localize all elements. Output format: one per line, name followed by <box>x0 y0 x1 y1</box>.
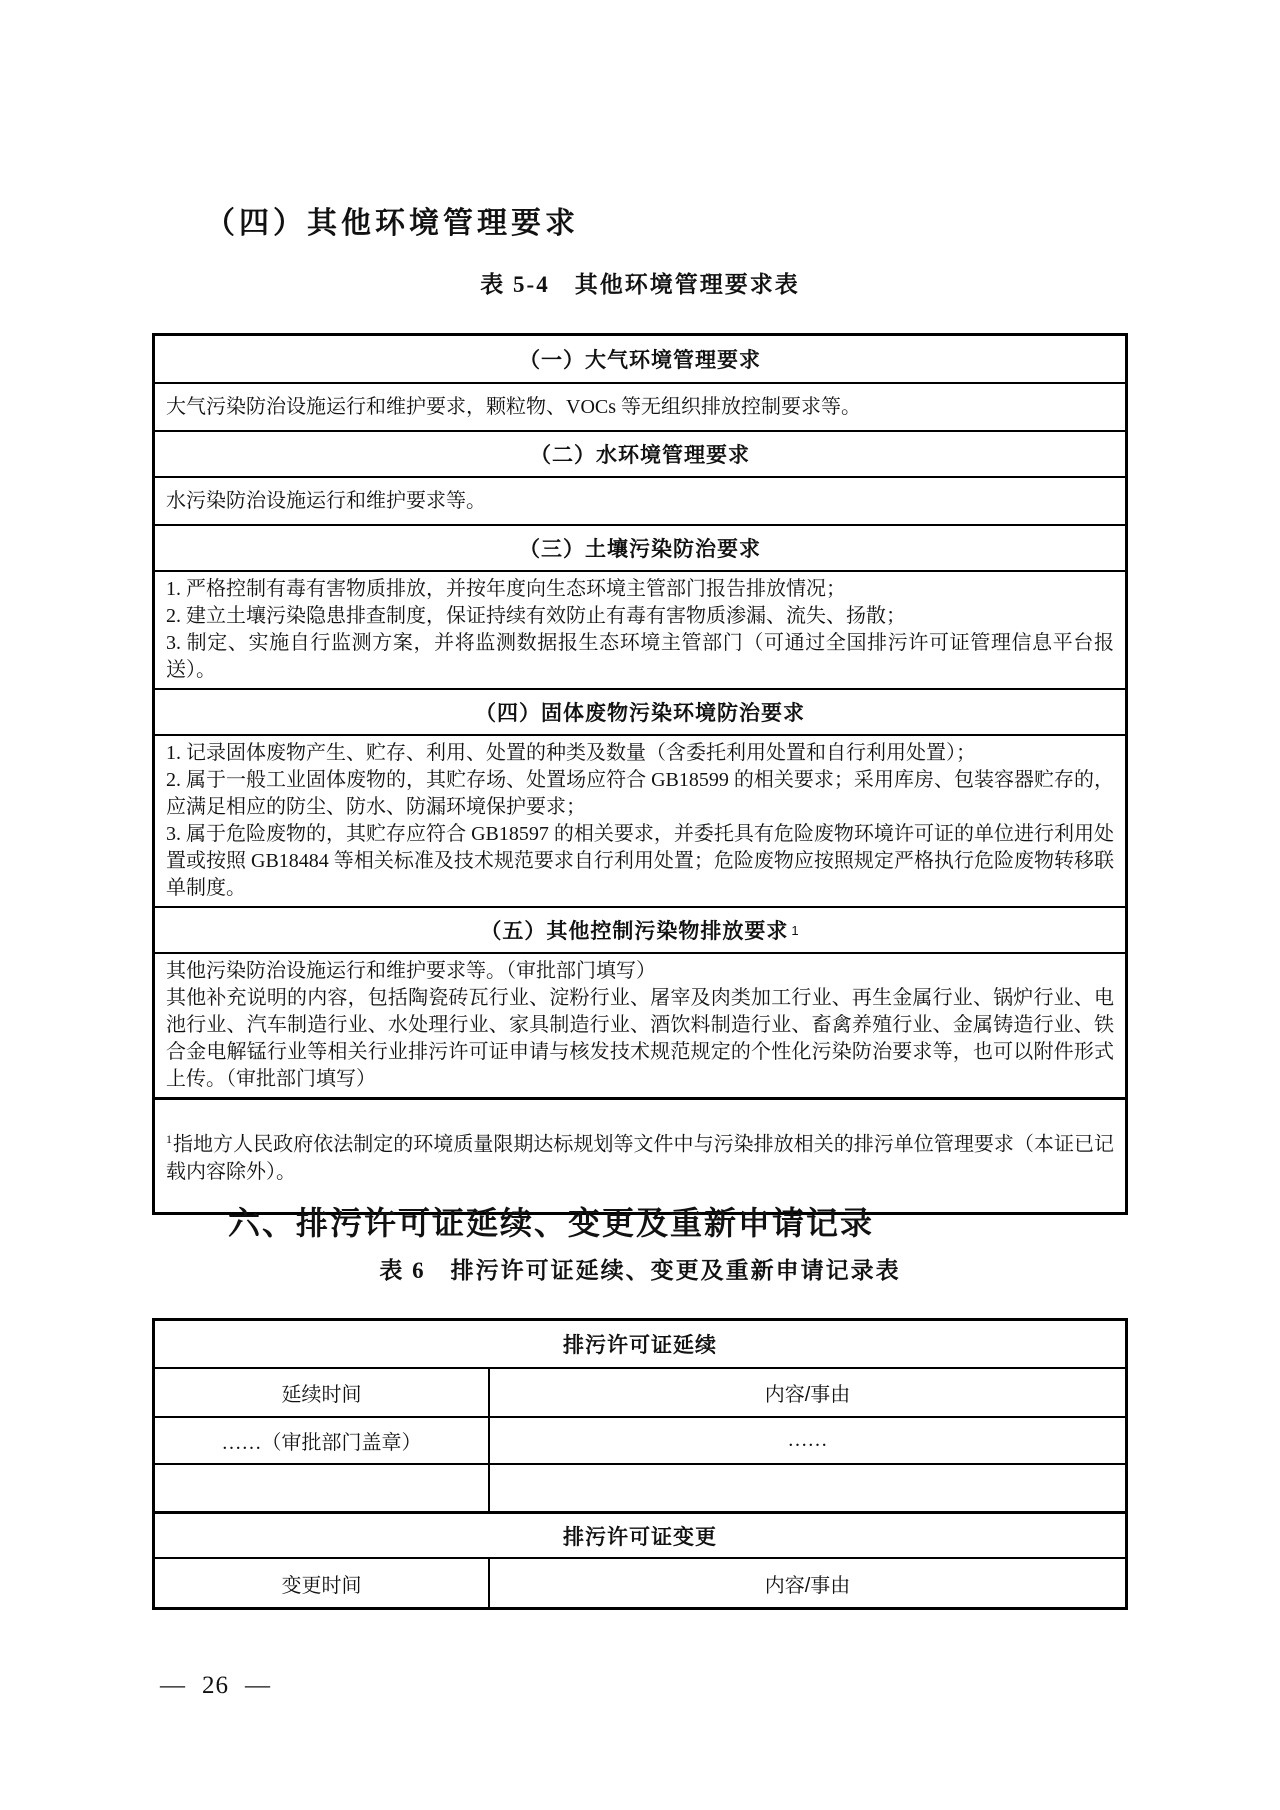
table-header-solid-waste-label: （四）固体废物污染环境防治要求 <box>475 702 805 725</box>
change-time-column-header: 变更时间 <box>155 1559 490 1607</box>
table-body-soil <box>155 570 1125 688</box>
renewal-record-time-cell: ……（审批部门盖章） <box>155 1418 490 1463</box>
renewal-time-column-header: 延续时间 <box>155 1369 490 1416</box>
section-heading: （四）其他环境管理要求 <box>205 207 579 240</box>
water-requirement-text: 水污染防治设施运行和维护要求等。 <box>166 489 486 512</box>
renewal-empty-content-cell <box>490 1465 1125 1511</box>
table-footnote-row <box>155 1097 1125 1212</box>
page-number-dash-left: — <box>160 1672 186 1699</box>
page-number-dash-right: — <box>245 1672 271 1699</box>
renewal-record-content-cell: …… <box>787 1429 828 1451</box>
change-section-header <box>155 1511 1125 1557</box>
renewal-content-column-header: 内容/事由 <box>764 1384 851 1406</box>
solid-waste-item-1: 1. 记录固体废物产生、贮存、利用、处置的种类及数量（含委托利用处置和自行利用处置）； <box>166 742 976 764</box>
solid-waste-item-2: 2. 属于一般工业固体废物的，其贮存场、处置场应符合 GB18599 的相关要求；采用库房、包装容器贮存的，应满足相应的防尘、防水、防漏环境保护要求； <box>166 769 1114 818</box>
table-header-other-pollutants <box>155 906 1125 952</box>
footnote-reference-superscript: 1 <box>791 922 800 938</box>
table-header-water <box>155 430 1125 476</box>
renewal-empty-time-cell <box>155 1465 490 1511</box>
chapter-heading: 六、排污许可证延续、变更及重新申请记录 <box>228 1205 875 1241</box>
table-body-air <box>155 382 1125 430</box>
renewal-change-record-table <box>152 1318 1128 1610</box>
renewal-record-row <box>155 1416 1125 1463</box>
page-number-value: 26 <box>202 1672 229 1699</box>
table-header-soil-label: （三）土壤污染防治要求 <box>519 538 761 561</box>
table-header-air-label: （一）大气环境管理要求 <box>519 349 761 372</box>
table-header-soil <box>155 524 1125 570</box>
change-content-column-header: 内容/事由 <box>764 1574 851 1597</box>
table-body-water <box>155 476 1125 524</box>
soil-item-3: 3. 制定、实施自行监测方案，并将监测数据报生态环境主管部门（可通过全国排污许可证管理信息平台报送）。 <box>166 632 1114 681</box>
table-header-solid-waste <box>155 688 1125 734</box>
footnote-text: 指地方人民政府依法制定的环境质量限期达标规划等文件中与污染排放相关的排污单位管理要求（本证已记载内容除外）。 <box>166 1133 1114 1183</box>
other-pollutants-para-2: 其他补充说明的内容，包括陶瓷砖瓦行业、淀粉行业、屠宰及肉类加工行业、再生金属行业、锅炉行业、电池行业、汽车制造行业、水处理行业、家具制造行业、酒饮料制造行业、畜禽养殖行业、金属铸造行业、铁合金电解锰行业等相关行业排污许可证申请与核发技术规范规定的个性化污染防治要求等，也可以附件形式上传。（审批部门填写） <box>166 987 1114 1090</box>
table-body-solid-waste <box>155 734 1125 906</box>
other-env-management-table <box>152 333 1128 1215</box>
table-body-other-pollutants <box>155 952 1125 1097</box>
table-header-other-pollutants-label: （五）其他控制污染物排放要求 <box>480 920 789 943</box>
renewal-empty-row <box>155 1463 1125 1511</box>
table-header-air <box>155 336 1125 382</box>
other-pollutants-para-1: 其他污染防治设施运行和维护要求等。（审批部门填写） <box>166 960 656 982</box>
renewal-section-header <box>155 1321 1125 1367</box>
change-column-header-row <box>155 1557 1125 1607</box>
air-requirement-text: 大气污染防治设施运行和维护要求，颗粒物、VOCs 等无组织排放控制要求等。 <box>166 395 862 418</box>
solid-waste-item-3: 3. 属于危险废物的，其贮存应符合 GB18597 的相关要求，并委托具有危险废物环境许可证的单位进行利用处置或按照 GB18484 等相关标准及技术规范要求自行利用处置；危险废物应按照规定严格执行危险废物转移联单制度。 <box>166 823 1114 899</box>
renewal-column-header-row <box>155 1367 1125 1416</box>
footnote-paragraph <box>166 1126 1114 1186</box>
soil-item-1: 1. 严格控制有毒有害物质排放，并按年度向生态环境主管部门报告排放情况； <box>166 578 846 600</box>
footnote-marker: 1 <box>166 1132 172 1146</box>
table-6-caption: 表 6 排污许可证延续、变更及重新申请记录表 <box>379 1258 901 1283</box>
page-number <box>160 1672 271 1700</box>
table-header-water-label: （二）水环境管理要求 <box>530 444 750 467</box>
change-section-header-label: 排污许可证变更 <box>563 1525 717 1549</box>
table-5-4-caption: 表 5-4 其他环境管理要求表 <box>480 272 800 297</box>
soil-item-2: 2. 建立土壤污染隐患排查制度，保证持续有效防止有毒有害物质渗漏、流失、扬散； <box>166 605 906 627</box>
renewal-section-header-label: 排污许可证延续 <box>563 1334 717 1357</box>
